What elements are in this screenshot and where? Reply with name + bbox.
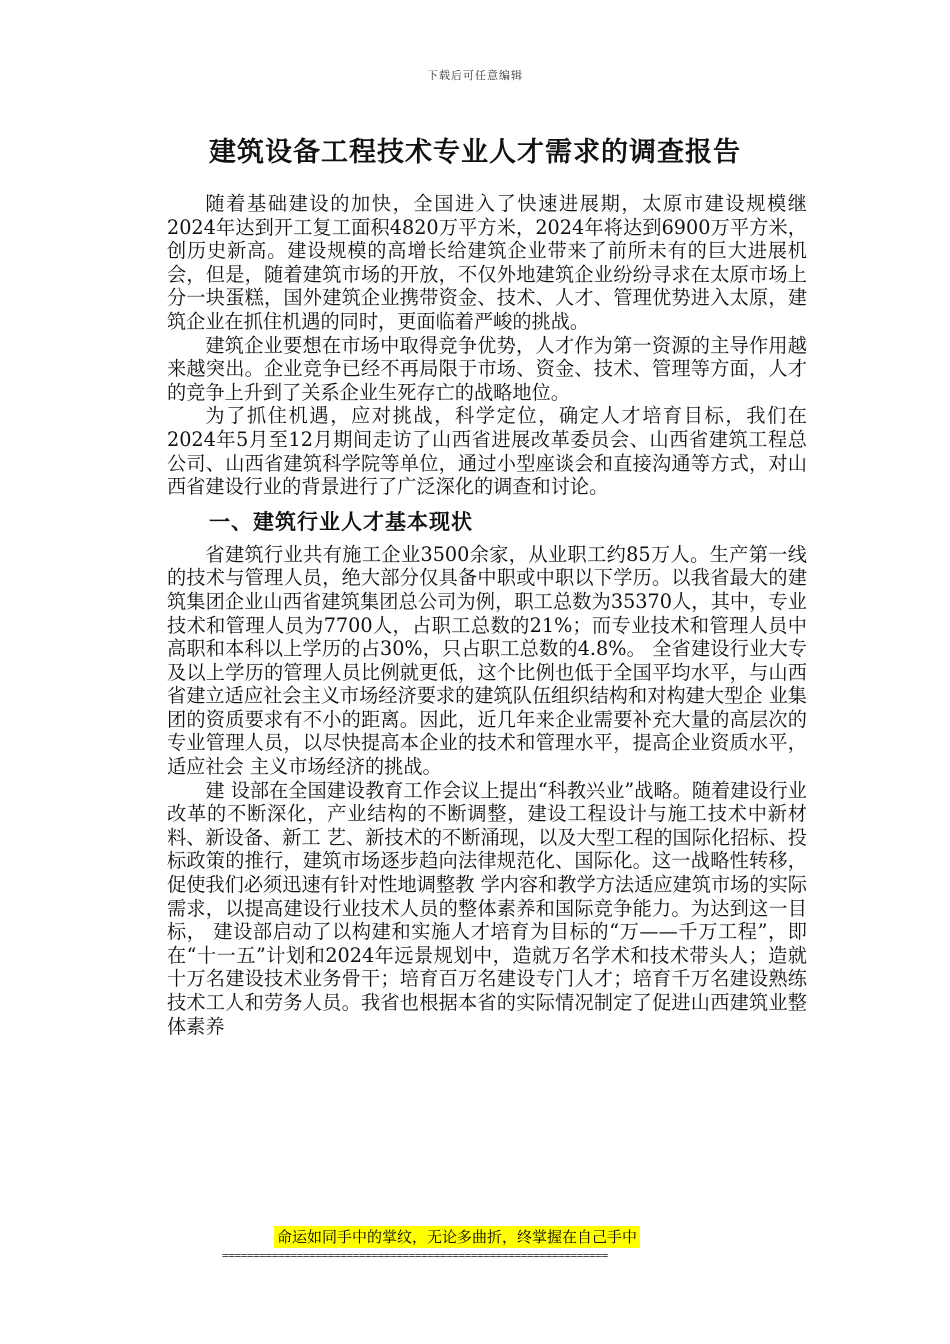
document-body — [167, 192, 807, 1038]
footer-motto-highlight: 命运如同手中的掌纹，无论多曲折，终掌握在自己手中 — [274, 1226, 640, 1248]
header-note: 下载后可任意编辑 — [427, 69, 523, 82]
section-heading-1: 一、建筑行业人才基本现状 — [209, 508, 473, 534]
document-title: 建筑设备工程技术专业人才需求的调查报告 — [209, 137, 741, 168]
footer-divider: ============================================================== — [222, 1249, 608, 1262]
intro-paragraph-2: 建筑企业要想在市场中取得竞争优势，人才作为第一资源的主导作用越来越突出。企业竞争已经不再局限于市场、资金、技术、管理等方面，人才的竞争上升到了关系企业生死存亡的战略地位。 — [167, 333, 807, 404]
section1-paragraph-1: 省建筑行业共有施工企业3500余家，从业职工约85万人。生产第一线的技术与管理人员，绝大部分仅具备中职或中职以下学历。以我省最大的建筑集团企业山西省建筑集团总公司为例，职工总数为35370人，其中，专业技术和管理人员为7700人，占职工总数的21%；而专业技术和管理人员中高职和本科以上学历的占30%，只占职工总数的4.8%。 全省建设行业大专及以上学历的管理人员比例就更低，这个比例也低于全国平均水平，与山西省建立适应社会主义市场经济要求的建筑队伍组织结构和对构建大型企 业集团的资质要求有不小的距离。因此，近几年来企业需要补充大量的高层次的专业管理人员，以尽快提高本企业的技术和管理水平，提高企业资质水平，适应社会 主义市场经济的挑战。 — [167, 542, 807, 779]
section1-paragraph-2: 建 设部在全国建设教育工作会议上提出“科教兴业”战略。随着建设行业改革的不断深化，产业结构的不断调整，建设工程设计与施工技术中新材料、新设备、新工 艺、新技术的不断涌现，以及大型工程的国际化招标、投标政策的推行，建筑市场逐步趋向法律规范化、国际化。这一战略性转移，促使我们必须迅速有针对性地调整教 学内容和教学方法适应建筑市场的实际需求，以提高建设行业技术人员的整体素养和国际竞争能力。为达到这一目标， 建设部启动了以构建和实施人才培育为目标的“万——千万工程”，即在“十一五”计划和2024年远景规划中，造就万名学术和技术带头人；造就十万名建设技术业务骨干；培育百万名建设专门人才；培育千万名建设熟练技术工人和劳务人员。我省也根据本省的实际情况制定了促进山西建筑业整体素养 — [167, 778, 807, 1038]
intro-paragraph-1: 随着基础建设的加快，全国进入了快速进展期，太原市建设规模继2024年达到开工复工面积4820万平方米，2024年将达到6900万平方米，创历史新高。建设规模的高增长给建筑企业带来了前所未有的巨大进展机会，但是，随着建筑市场的开放，不仅外地建筑企业纷纷寻求在太原市场上分一块蛋糕，国外建筑企业携带资金、技术、人才、管理优势进入太原，建筑企业在抓住机遇的同时，更面临着严峻的挑战。 — [167, 192, 807, 333]
intro-paragraph-3: 为了抓住机遇，应对挑战，科学定位，确定人才培育目标，我们在2024年5月至12月期间走访了山西省进展改革委员会、山西省建筑工程总公司、山西省建筑科学院等单位，通过小型座谈会和直接沟通等方式，对山西省建设行业的背景进行了广泛深化的调查和讨论。 — [167, 404, 807, 499]
